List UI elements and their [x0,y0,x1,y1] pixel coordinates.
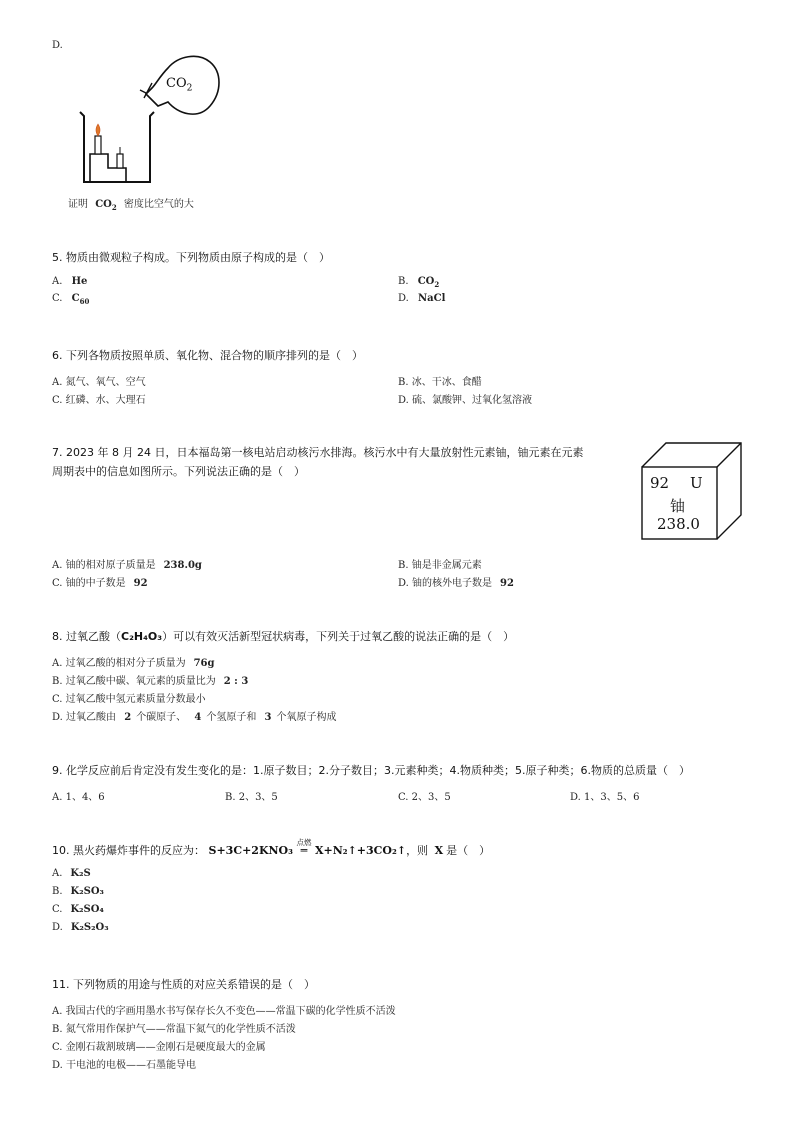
q8-option-a[interactable]: A. 过氧乙酸的相对分子质量为 76g [52,658,215,669]
element-symbol: U [690,474,703,492]
upper-candle-flame-icon [96,124,100,136]
question-7-stem-line2: 周期表中的信息如图所示。下列说法正确的是（ ） [52,465,305,478]
q6-option-c[interactable]: C. 红磷、水、大理石 [52,395,146,406]
q7-option-c[interactable]: C. 铀的中子数是 92 [52,578,148,589]
question-11-stem: 11. 下列物质的用途与性质的对应关系错误的是（ ） [52,978,315,991]
q11-option-c[interactable]: C. 金刚石裁割玻璃——金刚石是硬度最大的金属 [52,1042,266,1053]
q11-option-b[interactable]: B. 氮气常用作保护气——常温下氮气的化学性质不活泼 [52,1024,296,1035]
upper-candle [95,136,101,154]
q6-option-d[interactable]: D. 硫、氯酸钾、过氧化氢溶液 [398,395,533,406]
lower-candle [117,154,123,168]
question-8-stem: 8. 过氧乙酸（C₂H₄O₃）可以有效灭活新型冠状病毒，下列关于过氧乙酸的说法正确的是（ ） [52,630,515,643]
q10-option-c[interactable]: C. K₂SO₄ [52,904,104,915]
q7-option-a[interactable]: A. 铀的相对原子质量是 238.0g [52,560,202,571]
question-5-stem: 5. 物质由微观粒子构成。下列物质由原子构成的是（ ） [52,251,330,264]
q5-option-d[interactable]: D. NaCl [398,293,446,304]
bottle-label: $CO_2$ [166,76,193,94]
q11-option-d[interactable]: D. 干电池的电极——石墨能导电 [52,1060,197,1071]
question-6-stem: 6. 下列各物质按照单质、氧化物、混合物的顺序排列的是（ ） [52,349,363,362]
figure-caption: 证明 $CO_2$ 密度比空气的大 [68,199,194,212]
q6-option-a[interactable]: A. 氮气、氧气、空气 [52,377,146,388]
element-atomic-number: 92 [650,474,670,492]
element-mass: 238.0 [657,515,700,533]
q10-option-a[interactable]: A. K₂S [52,868,91,879]
question-7-stem-line1: 7. 2023 年 8 月 24 日，日本福岛第一核电站启动核污水排海。核污水中有大量放射性元素铀，铀元素在元素 [52,446,584,459]
q7-option-d[interactable]: D. 铀的核外电子数是 92 [398,578,514,589]
q11-option-a[interactable]: A. 我国古代的字画用墨水书写保存长久不变色——常温下碳的化学性质不活泼 [52,1006,396,1017]
q7-option-b[interactable]: B. 铀是非金属元素 [398,560,482,571]
q10-option-d[interactable]: D. K₂S₂O₃ [52,922,109,933]
q9-option-b[interactable]: B. 2、3、5 [225,792,278,803]
q10-option-b[interactable]: B. K₂SO₃ [52,886,104,897]
q5-option-c[interactable]: C. $C_{60}$ [52,293,90,306]
option-d-label: D. [52,40,63,51]
q5-option-b[interactable]: B. $CO_2$ [398,276,440,289]
q8-option-c[interactable]: C. 过氧乙酸中氢元素质量分数最小 [52,694,206,705]
question-9-stem: 9. 化学反应前后肯定没有发生变化的是：1.原子数目；2.分子数目；3.元素种类；4.物质种类；5.原子种类；6.物质的总质量（ ） [52,764,690,777]
q9-option-a[interactable]: A. 1、4、6 [52,792,105,803]
co2-experiment-figure [60,48,240,196]
q8-option-d[interactable]: D. 过氧乙酸由 2 个碳原子、 4 个氢原子和 3 个氧原子构成 [52,712,337,723]
q5-option-a[interactable]: A. He [52,276,88,287]
beaker-outline [80,112,154,182]
question-10-stem: 10. 黑火药爆炸事件的反应为： S+3C+2KNO₃ 点燃 ═ X+N₂↑+3CO₂↑，则 X 是（ ） [52,838,491,857]
element-name: 铀 [670,497,686,515]
q9-option-c[interactable]: C. 2、3、5 [398,792,451,803]
q6-option-b[interactable]: B. 冰、干冰、食醋 [398,377,482,388]
q8-option-b[interactable]: B. 过氧乙酸中碳、氧元素的质量比为 2 : 3 [52,676,249,687]
q9-option-d[interactable]: D. 1、3、5、6 [570,792,640,803]
